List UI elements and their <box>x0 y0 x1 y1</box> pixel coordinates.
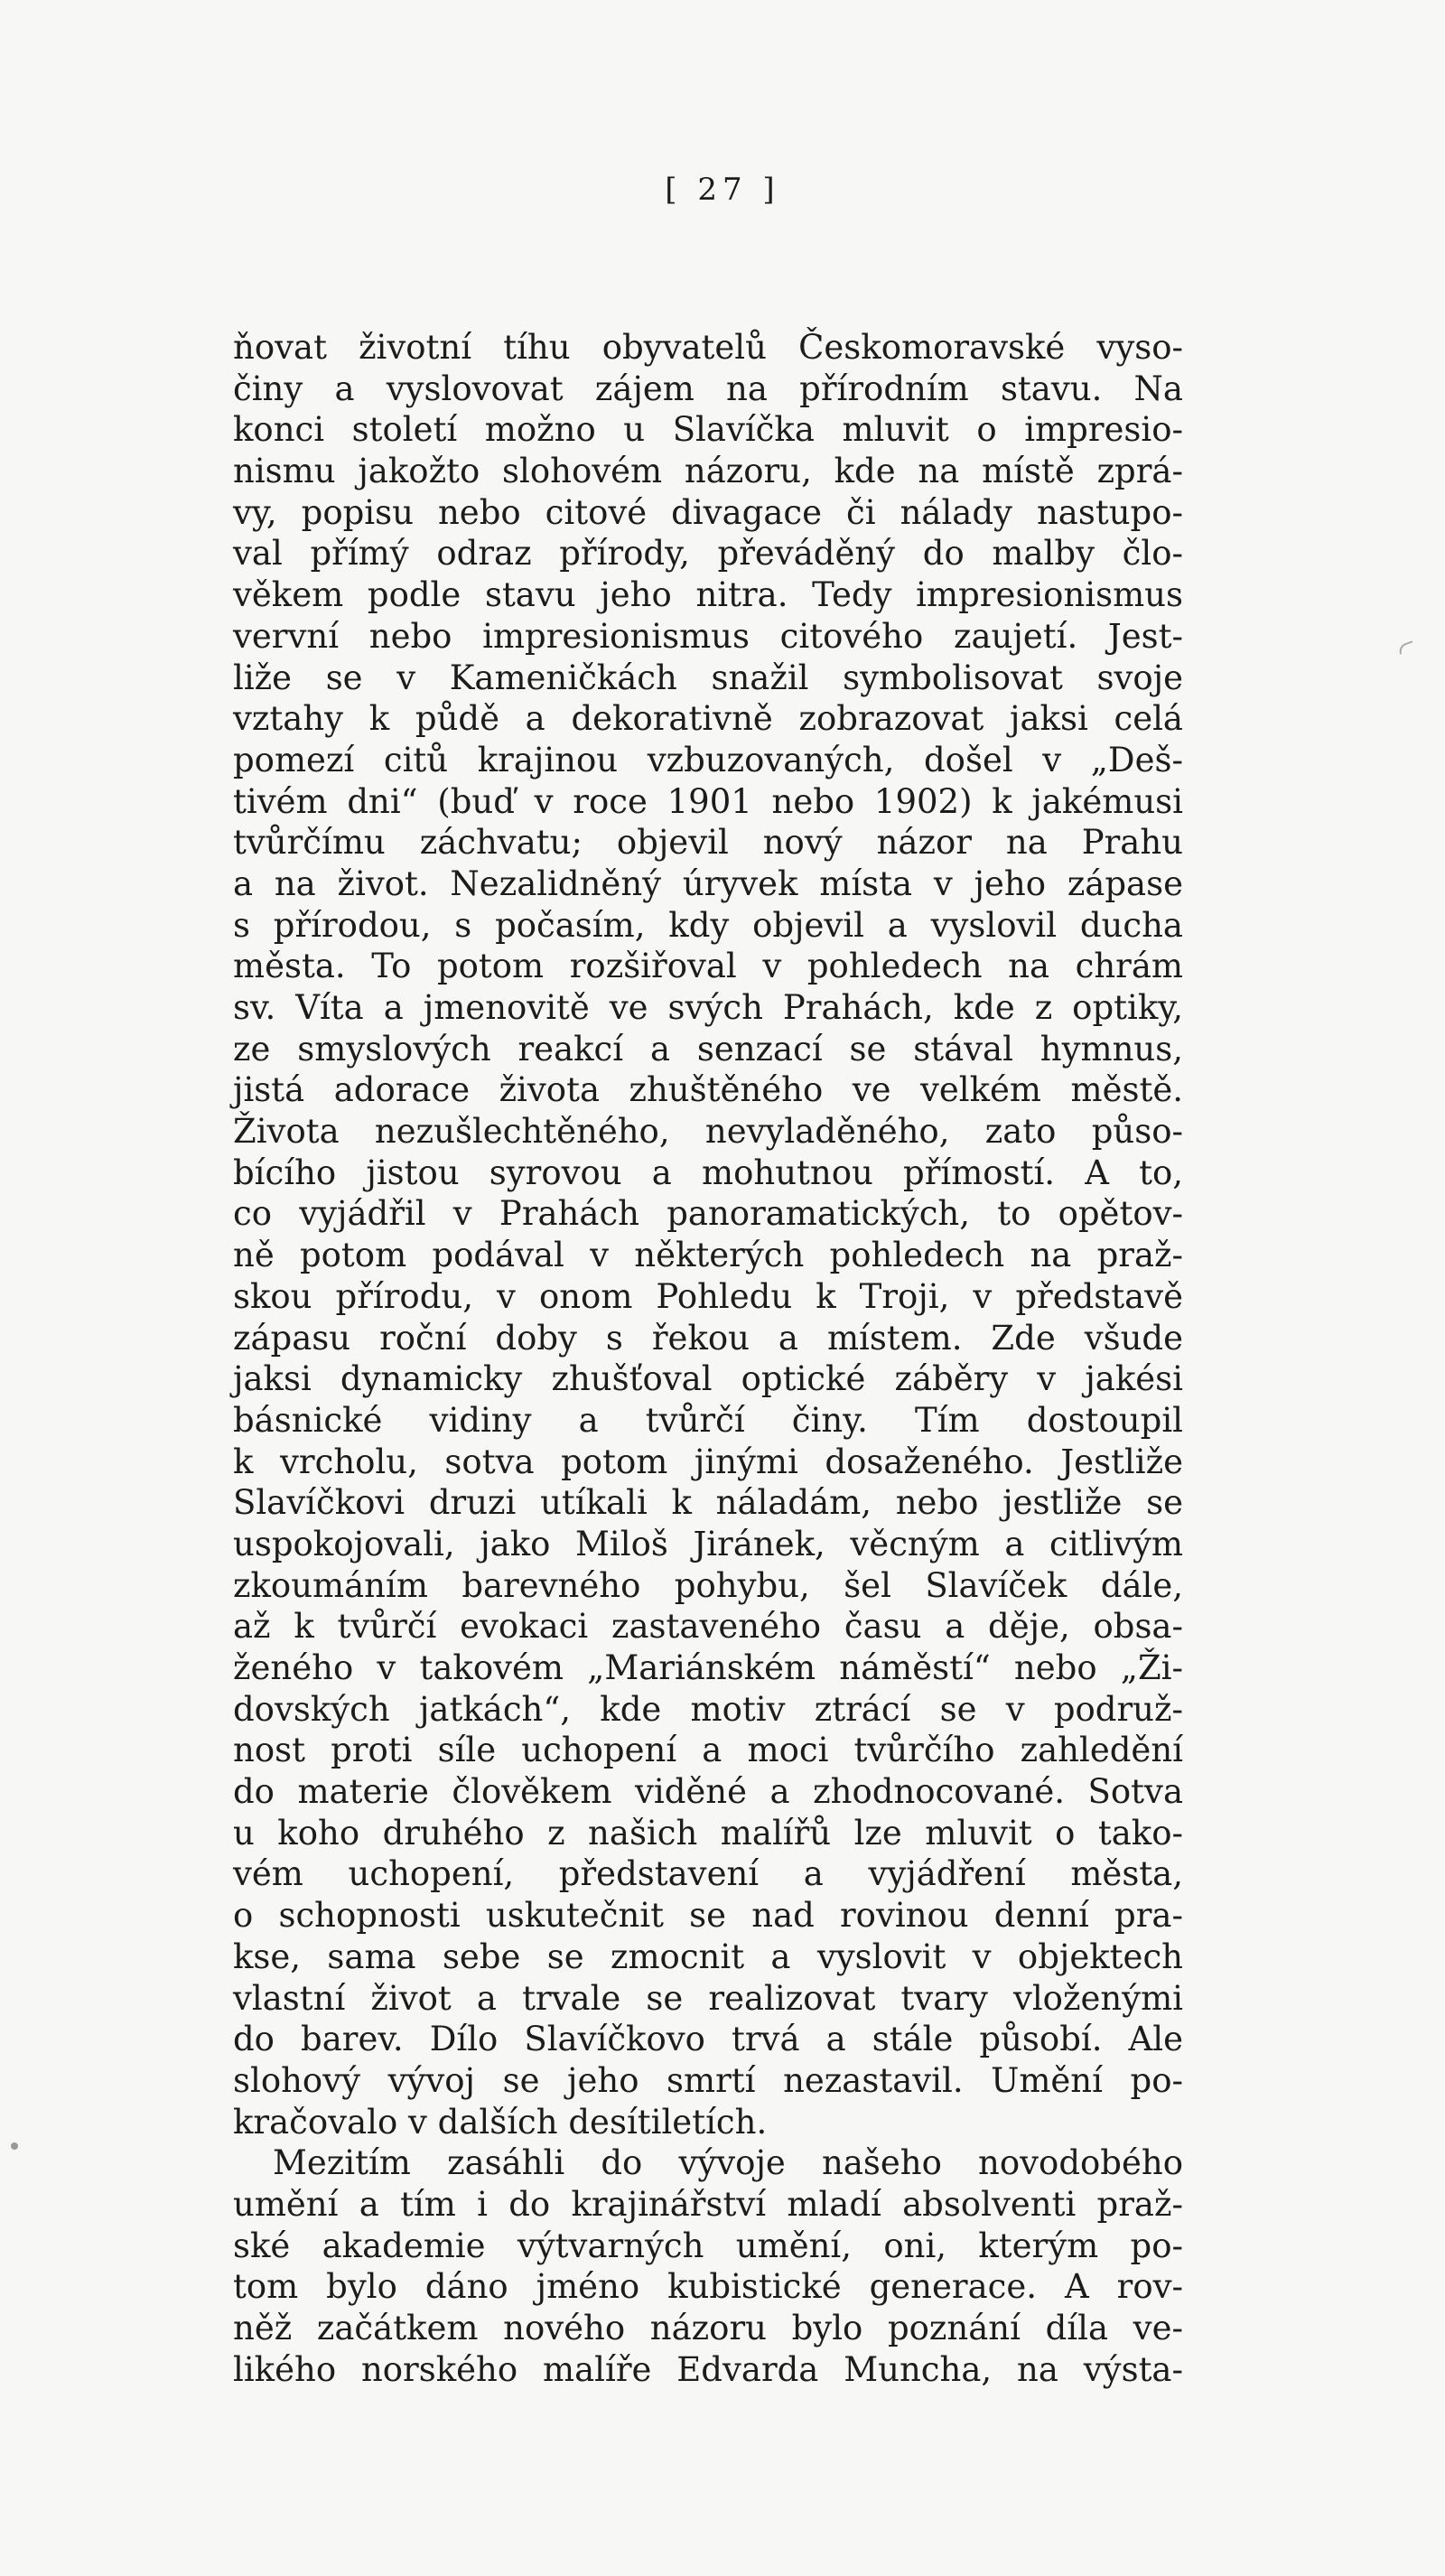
text-line: konci století možno u Slavíčka mluvit o impresio- <box>233 410 1183 450</box>
text-line: tvůrčímu záchvatu; objevil nový názor na Prahu <box>233 823 1183 863</box>
page-number: [ 27 ] <box>665 172 780 208</box>
text-line: tivém dni“ (buď v roce 1901 nebo 1902) k jakémusi <box>233 781 1183 821</box>
text-line: ně potom podával v některých pohledech na praž- <box>233 1236 1183 1275</box>
text-line: k vrcholu, sotva potom jinými dosaženého. Jestliže <box>233 1442 1183 1481</box>
text-line: s přírodou, s počasím, kdy objevil a vyslovil ducha <box>233 905 1183 945</box>
text-line: vém uchopení, představení a vyjádření města, <box>233 1854 1183 1894</box>
text-line: kračovalo v dalších desítiletích. <box>233 2102 768 2142</box>
text-line: uspokojovali, jako Miloš Jiránek, věcným a citlivým <box>233 1524 1183 1563</box>
text-line: co vyjádřil v Prahách panoramatických, to opětov- <box>233 1194 1183 1234</box>
text-line: ženého v takovém „Mariánském náměstí“ nebo „Ži- <box>233 1648 1183 1687</box>
text-line: umění a tím i do krajinářství mladí absolventi praž- <box>233 2184 1183 2224</box>
paper-speck <box>11 2142 18 2150</box>
body-text <box>233 327 1183 2390</box>
text-line: věkem podle stavu jeho nitra. Tedy impresionismus <box>233 575 1183 615</box>
text-line: města. To potom rozšiřoval v pohledech na chrám <box>233 947 1183 986</box>
text-line: vy, popisu nebo citové divagace či nálady nastupo- <box>233 492 1183 532</box>
text-line: vztahy k půdě a dekorativně zobrazovat jaksi celá <box>233 699 1183 739</box>
text-line: činy a vyslovovat zájem na přírodním stavu. Na <box>233 369 1183 408</box>
text-line: ze smyslových reakcí a senzací se stával hymnus, <box>233 1029 1183 1069</box>
paper-mark <box>1397 640 1415 655</box>
text-line: sv. Víta a jmenovitě ve svých Prahách, kde z optiky, <box>233 988 1183 1027</box>
text-line: básnické vidiny a tvůrčí činy. Tím dostoupil <box>233 1400 1183 1440</box>
text-line: jaksi dynamicky zhušťoval optické záběry v jakési <box>233 1359 1183 1399</box>
text-line: liže se v Kameničkách snažil symbolisovat svoje <box>233 658 1183 697</box>
text-line: ské akademie výtvarných umění, oni, kterým po- <box>233 2226 1183 2265</box>
text-line: Života nezušlechtěného, nevyladěného, zato půso- <box>233 1112 1183 1152</box>
text-line: ňovat životní tíhu obyvatelů Českomoravské vyso- <box>233 328 1183 367</box>
text-line: vlastní život a trvale se realizovat tvary vloženými <box>233 1978 1183 2018</box>
text-line: Mezitím zasáhli do vývoje našeho novodobého <box>273 2143 1183 2183</box>
text-line: a na život. Nezalidněný úryvek místa v jeho zápase <box>233 863 1183 903</box>
text-line: skou přírodu, v onom Pohledu k Troji, v představě <box>233 1276 1183 1316</box>
text-line: kse, sama sebe se zmocnit a vyslovit v objektech <box>233 1937 1183 1976</box>
text-line: u koho druhého z našich malířů lze mluvit o tako- <box>233 1813 1183 1853</box>
text-line: likého norského malíře Edvarda Muncha, na výsta- <box>233 2349 1183 2389</box>
text-line: do barev. Dílo Slavíčkovo trvá a stále působí. Ale <box>233 2020 1183 2059</box>
text-line: nost proti síle uchopení a moci tvůrčího zahledění <box>233 1731 1183 1770</box>
text-line: Slavíčkovi druzi utíkali k náladám, nebo jestliže se <box>233 1483 1183 1523</box>
text-line: nismu jakožto slohovém názoru, kde na místě zprá- <box>233 452 1183 491</box>
text-line: jistá adorace života zhuštěného ve velkém městě. <box>233 1070 1183 1110</box>
text-line: dovských jatkách“, kde motiv ztrácí se v podruž- <box>233 1689 1183 1729</box>
text-line: pomezí citů krajinou vzbuzovaných, došel v „Deš- <box>233 740 1183 779</box>
text-line: tom bylo dáno jméno kubistické generace. A rov- <box>233 2267 1183 2307</box>
text-line: zápasu roční doby s řekou a místem. Zde všude <box>233 1318 1183 1358</box>
text-line: slohový vývoj se jeho smrtí nezastavil. Umění po- <box>233 2060 1183 2100</box>
text-line: zkoumáním barevného pohybu, šel Slavíček dále, <box>233 1565 1183 1605</box>
text-line: val přímý odraz přírody, převáděný do malby člo- <box>233 534 1183 574</box>
text-line: bícího jistou syrovou a mohutnou přímostí. A to, <box>233 1153 1183 1192</box>
text-line: až k tvůrčí evokaci zastaveného času a děje, obsa- <box>233 1607 1183 1647</box>
text-line: něž začátkem nového názoru bylo poznání díla ve- <box>233 2309 1183 2347</box>
text-line: do materie člověkem viděné a zhodnocované. Sotva <box>233 1772 1183 1812</box>
text-line: vervní nebo impresionismus citového zaujetí. Jest- <box>233 616 1183 656</box>
text-line: o schopnosti uskutečnit se nad rovinou denní pra- <box>233 1896 1183 1936</box>
